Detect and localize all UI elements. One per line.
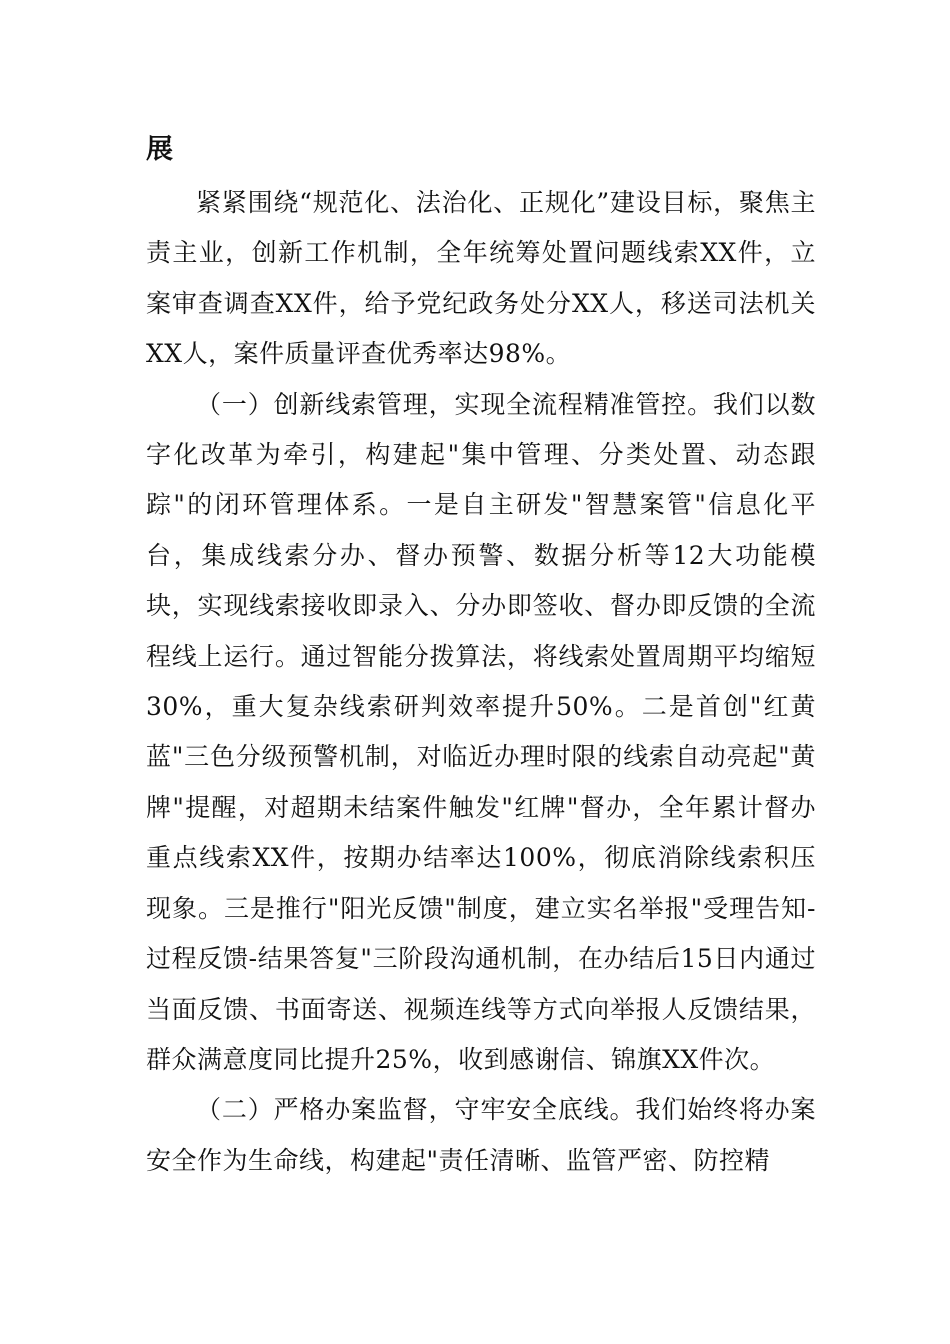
section-heading: 展: [146, 134, 173, 165]
paragraph-case-supervision: （二）严格办案监督，守牢安全底线。我们始终将办案安全作为生命线，构建起"责任清晰、监管严密、防控精: [146, 1095, 816, 1175]
document-body: [146, 178, 816, 1186]
paragraph-clue-management: （一）创新线索管理，实现全流程精准管控。我们以数字化改革为牵引，构建起"集中管理、分类处置、动态跟踪"的闭环管理体系。一是自主研发"智慧案管"信息化平台，集成线索分办、督办预警、数据分析等12大功能模块，实现线索接收即录入、分办即签收、督办即反馈的全流程线上运行。通过智能分拨算法，将线索处置周期平均缩短30%，重大复杂线索研判效率提升50%。二是首创"红黄蓝"三色分级预警机制，对临近办理时限的线索自动亮起"黄牌"提醒，对超期未结案件触发"红牌"督办，全年累计督办重点线索XX件，按期办结率达100%，彻底消除线索积压现象。三是推行"阳光反馈"制度，建立实名举报"受理告知-过程反馈-结果答复"三阶段沟通机制，在办结后15日内通过当面反馈、书面寄送、视频连线等方式向举报人反馈结果，群众满意度同比提升25%，收到感谢信、锦旗XX件次。: [146, 389, 816, 1074]
paragraph-summary: 紧紧围绕“规范化、法治化、正规化”建设目标，聚焦主责主业，创新工作机制，全年统筹处置问题线索XX件，立案审查调查XX件，给予党纪政务处分XX人，移送司法机关XX人，案件质量评查优秀率达98%。: [146, 188, 816, 369]
